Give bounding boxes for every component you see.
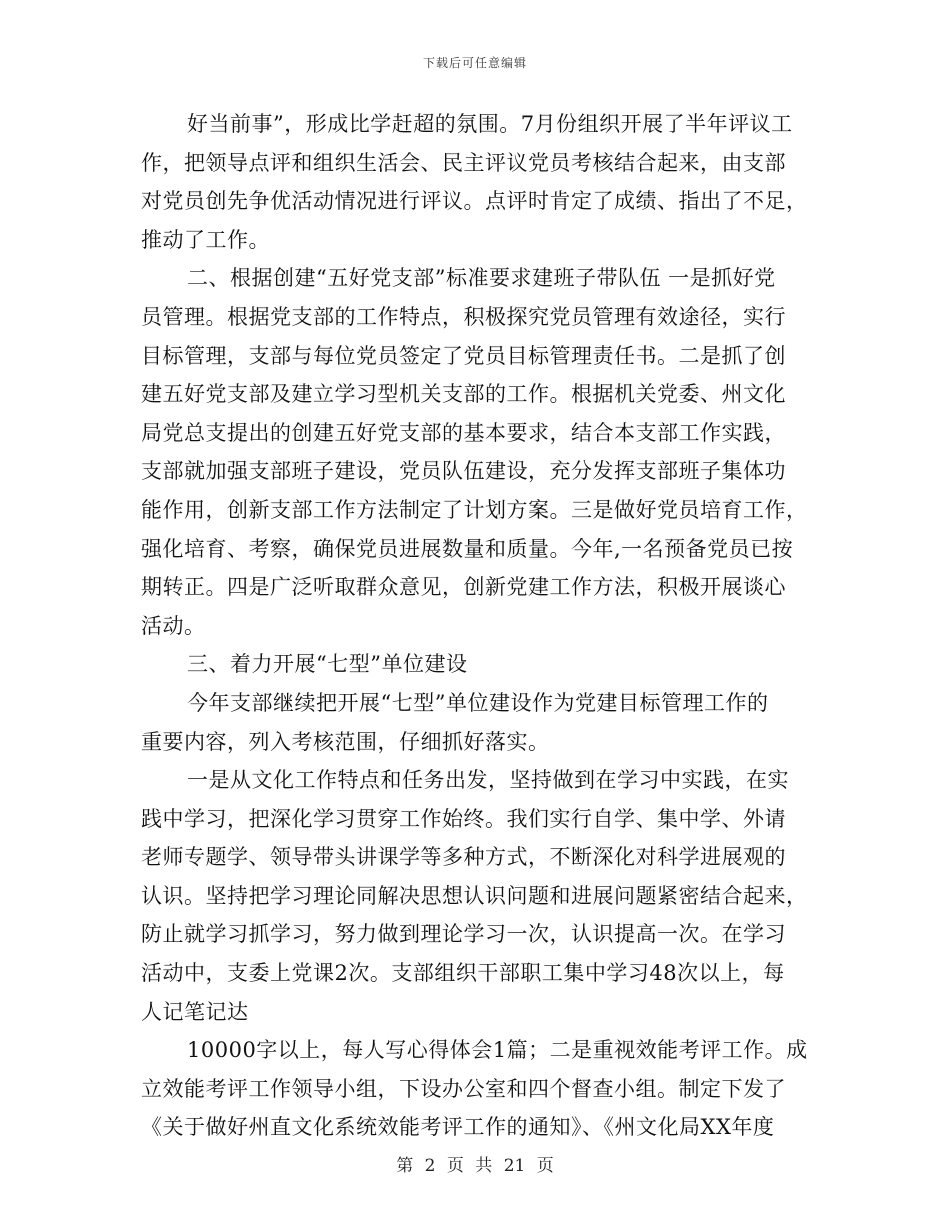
text-line: 推动了工作。 bbox=[141, 227, 270, 252]
text-line: 支部就加强支部班子建设，党员队伍建设，充分发挥支部班子集体功 bbox=[141, 459, 786, 484]
text-line: 活动中，支委上党课2次。支部组织干部职工集中学习48次以上，每 bbox=[141, 961, 785, 986]
text-line: 老师专题学、领导带头讲课学等多种方式，不断深化对科学进展观的 bbox=[141, 845, 786, 870]
text-line: 践中学习，把深化学习贯穿工作始终。我们实行自学、集中学、外请 bbox=[141, 806, 786, 831]
text-line: 人记笔记达 bbox=[141, 999, 249, 1024]
text-line: 认识。坚持把学习理论同解决思想认识问题和进展问题紧密结合起来， bbox=[141, 883, 808, 908]
text-line: 《关于做好州直文化系统效能考评工作的通知》、《州文化局XX年度 bbox=[141, 1115, 775, 1140]
text-line: 能作用，创新支部工作方法制定了计划方案。三是做好党员培育工作， bbox=[141, 497, 808, 522]
text-line: 好当前事”，形成比学赶超的氛围。7月份组织开展了半年评议工 bbox=[187, 112, 793, 136]
text-line: 员管理。根据党支部的工作特点，积极探究党员管理有效途径，实行 bbox=[141, 304, 786, 329]
text-line: 目标管理，支部与每位党员签定了党员目标管理责任书。二是抓了创 bbox=[141, 343, 786, 368]
text-line: 建五好党支部及建立学习型机关支部的工作。根据机关党委、州文化 bbox=[141, 382, 786, 407]
text-line: 作，把领导点评和组织生活会、民主评议党员考核结合起来，由支部 bbox=[141, 150, 786, 175]
section-heading-2: 二、根据创建“五好党支部”标准要求建班子带队伍 一是抓好党 bbox=[187, 266, 776, 291]
text-line: 10000字以上，每人写心得体会1篇；二是重视效能考评工作。成 bbox=[187, 1038, 808, 1063]
text-line: 活动。 bbox=[141, 613, 206, 638]
text-line: 强化培育、考察，确保党员进展数量和质量。今年,一名预备党员已按 bbox=[141, 536, 794, 561]
section-heading-3: 三、着力开展“七型”单位建设 bbox=[187, 652, 468, 677]
text-line: 局党总支提出的创建五好党支部的基本要求，结合本支部工作实践， bbox=[141, 420, 786, 445]
text-line: 期转正。四是广泛听取群众意见，创新党建工作方法，积极开展谈心 bbox=[141, 575, 786, 600]
text-line: 立效能考评工作领导小组，下设办公室和四个督查小组。制定下发了 bbox=[141, 1076, 786, 1101]
text-line: 今年支部继续把开展“七型”单位建设作为党建目标管理工作的 bbox=[187, 690, 769, 715]
page-number-footer: 第 2 页 共 21 页 bbox=[396, 1156, 554, 1176]
page-header: 下载后可任意编辑 bbox=[422, 56, 527, 70]
text-line: 一是从文化工作特点和任务出发，坚持做到在学习中实践，在实 bbox=[187, 768, 789, 793]
text-line: 防止就学习抓学习，努力做到理论学习一次，认识提高一次。在学习 bbox=[141, 922, 786, 947]
document-body bbox=[141, 108, 809, 1150]
text-line: 对党员创先争优活动情况进行评议。点评时肯定了成绩、指出了不足， bbox=[141, 189, 808, 214]
text-line: 重要内容，列入考核范围，仔细抓好落实。 bbox=[141, 729, 550, 754]
